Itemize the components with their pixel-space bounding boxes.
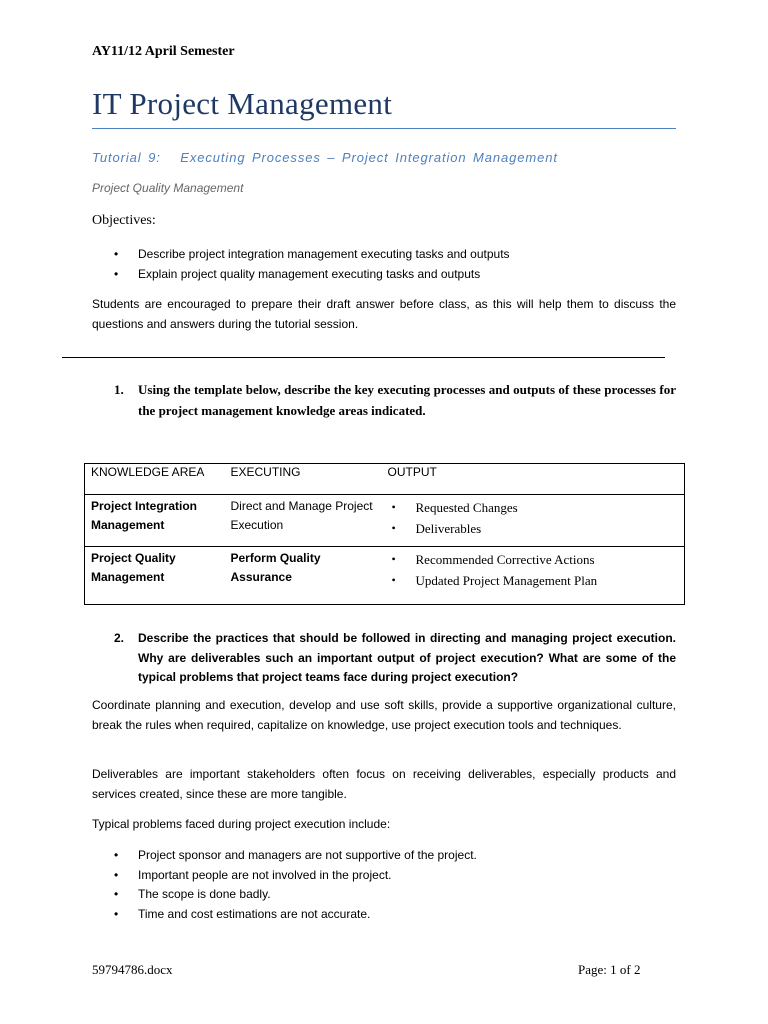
footer-page-number: Page: 1 of 2: [578, 962, 641, 977]
knowledge-area-cell: Project Integration Management: [85, 495, 225, 547]
list-item: • Recommended Corrective Actions: [388, 549, 679, 570]
footer-filename: 59794786.docx: [92, 962, 173, 977]
knowledge-area-cell: Project Quality Management: [91, 551, 176, 584]
answer-paragraph: Deliverables are important stakeholders often focus on receiving deliverables, especially products and services created, since these are more tangible.: [92, 767, 676, 801]
objectives-list: [92, 245, 682, 284]
bullet-icon: •: [114, 906, 119, 921]
question-text: Describe the practices that should be followed in directing and managing project execution. Why are deliverables such an important output of project execution? What are some of the typical problems that project teams face during project execution?: [138, 631, 676, 684]
semester-label: AY11/12 April Semester: [92, 44, 235, 59]
list-item: • Time and cost estimations are not accurate.: [92, 905, 682, 925]
list-item: • Describe project integration management executing tasks and outputs: [92, 245, 682, 265]
column-header: EXECUTING: [225, 464, 382, 495]
list-item: • Updated Project Management Plan: [388, 570, 679, 591]
answer-paragraph: Coordinate planning and execution, develop and use soft skills, provide a supportive organizational culture, break the rules when required, capitalize on knowledge, use project execution tools and techniques.: [92, 698, 676, 732]
problems-intro: Typical problems faced during project execution include:: [92, 817, 391, 831]
document-title: IT Project Management: [92, 86, 393, 121]
quality-subheading: Project Quality Management: [92, 181, 244, 195]
objectives-heading: Objectives:: [92, 213, 156, 228]
list-item: • Explain project quality management executing tasks and outputs: [92, 265, 682, 285]
table-row: [85, 495, 685, 547]
question-text: Using the template below, describe the key executing processes and outputs of these processes for the project management knowledge areas indicated.: [138, 382, 676, 418]
bullet-icon: •: [391, 552, 396, 566]
title-underline: [92, 128, 676, 129]
bullet-icon: •: [391, 500, 396, 514]
list-item: • Requested Changes: [388, 497, 679, 518]
column-header: KNOWLEDGE AREA: [85, 464, 225, 495]
knowledge-area-table: [84, 463, 685, 605]
list-item: • Important people are not involved in the project.: [92, 866, 682, 886]
problems-list: [92, 846, 682, 924]
question-number: 1.: [114, 382, 124, 397]
bullet-icon: •: [391, 573, 396, 587]
table-row: [85, 547, 685, 605]
question-1: [92, 379, 676, 421]
section-divider: [62, 357, 665, 358]
bullet-icon: •: [114, 848, 119, 862]
table-header-row: [85, 464, 685, 495]
bullet-icon: •: [114, 247, 119, 261]
column-header: OUTPUT: [382, 464, 685, 495]
list-item: • The scope is done badly.: [92, 885, 682, 905]
bullet-icon: •: [391, 521, 396, 535]
bullet-icon: •: [114, 867, 119, 882]
bullet-icon: •: [114, 887, 119, 901]
question-number: 2.: [114, 631, 125, 645]
intro-paragraph: Students are encouraged to prepare their draft answer before class, as this will help them to discuss the questions and answers during the tutorial session.: [92, 297, 676, 331]
question-2: [92, 629, 676, 688]
tutorial-subtitle: Tutorial 9: Executing Processes – Project Integration Management: [92, 150, 558, 165]
list-item: • Project sponsor and managers are not supportive of the project.: [92, 846, 682, 866]
list-item: • Deliverables: [388, 518, 679, 539]
executing-cell: Perform Quality Assurance: [230, 551, 321, 584]
executing-cell: Direct and Manage Project Execution: [225, 495, 382, 547]
bullet-icon: •: [114, 266, 119, 281]
output-cell: [382, 547, 685, 605]
output-cell: [382, 495, 685, 547]
